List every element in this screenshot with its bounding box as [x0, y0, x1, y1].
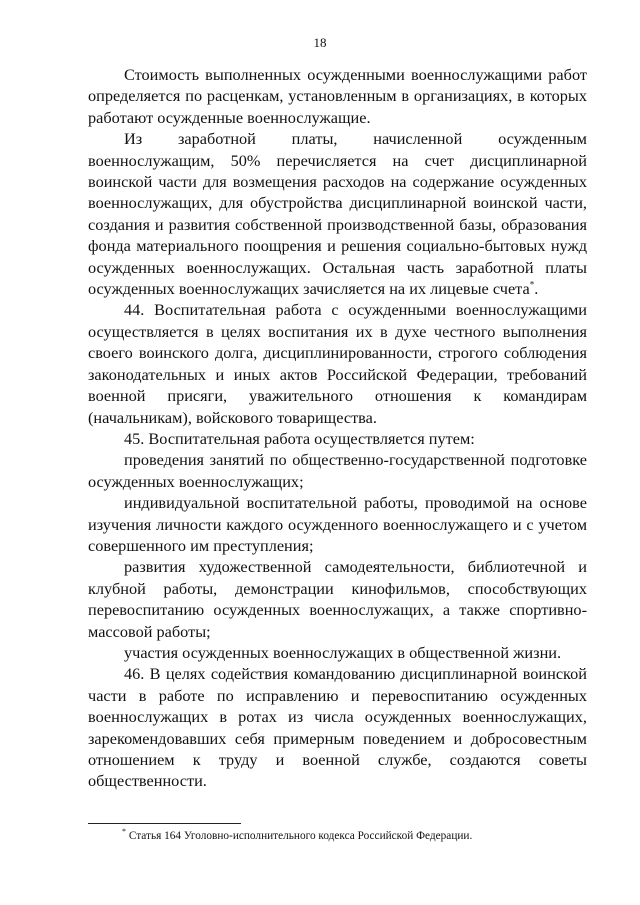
list-item-public-life: участия осужденных военнослужащих в общественной жизни. [124, 642, 562, 662]
footnote [122, 829, 592, 843]
list-item-classes: проведения занятий по общественно-государственной подготовке осужденных военнослужащих; [88, 450, 587, 491]
paragraph-wages [88, 128, 587, 299]
footnote-divider [88, 823, 241, 824]
paragraph-45: 45. Воспитательная работа осуществляется путем: [124, 428, 475, 448]
body-text [88, 64, 587, 792]
footnote-text: Статья 164 Уголовно-исполнительного кодекса Российской Федерации. [128, 830, 473, 842]
list-item-culture: развития художественной самодеятельности, библиотечной и клубной работы, демонстрации кинофильмов, способствующих перевоспитанию осужденных военнослужащих, а также спортивно-массовой работы; [88, 557, 587, 641]
page-number: 18 [313, 35, 327, 50]
footnote-reference-punct: . [534, 279, 539, 299]
paragraph-cost: Стоимость выполненных осужденными военнослужащими работ определяется по расценкам, установленным в организациях, в которых работают осужденные военнослужащие. [88, 65, 587, 127]
paragraph-wages-text: Из заработной платы, начисленной осужденным военнослужащим, 50% перечисляется на счет дисциплинарной воинской части для возмещения расходов на содержание осужденных военнослужащих, для обустройства дисциплинарной воинской части, создания и развития собственной производственной базы, образования фонда материального поощрения и решения социально-бытовых нужд осужденных военнослужащих. Остальная часть заработной платы осужденных военнослужащих зачисляется на их лицевые счета [88, 129, 587, 299]
footnote-marker: * [122, 827, 126, 837]
footnote-reference: * [529, 279, 535, 290]
paragraph-44: 44. Воспитательная работа с осужденными военнослужащими осуществляется в целях воспитания их в духе честного выполнения своего воинского долга, дисциплинированности, строгого соблюдения законодательных и иных актов Российской Федерации, требований военной присяги, уважительного отношения к командирам (начальникам), войскового товарищества. [88, 300, 587, 427]
list-item-individual-work: индивидуальной воспитательной работы, проводимой на основе изучения личности каждого осужденного военнослужащего и с учетом совершенного им преступления; [88, 493, 587, 555]
paragraph-46: 46. В целях содействия командованию дисциплинарной воинской части в работе по исправлению и перевоспитанию осужденных военнослужащих в ротах из числа осужденных военнослужащих, зарекомендовавших себя примерным поведением и добросовестным отношением к труду и военной службе, создаются советы общественности. [88, 664, 587, 791]
